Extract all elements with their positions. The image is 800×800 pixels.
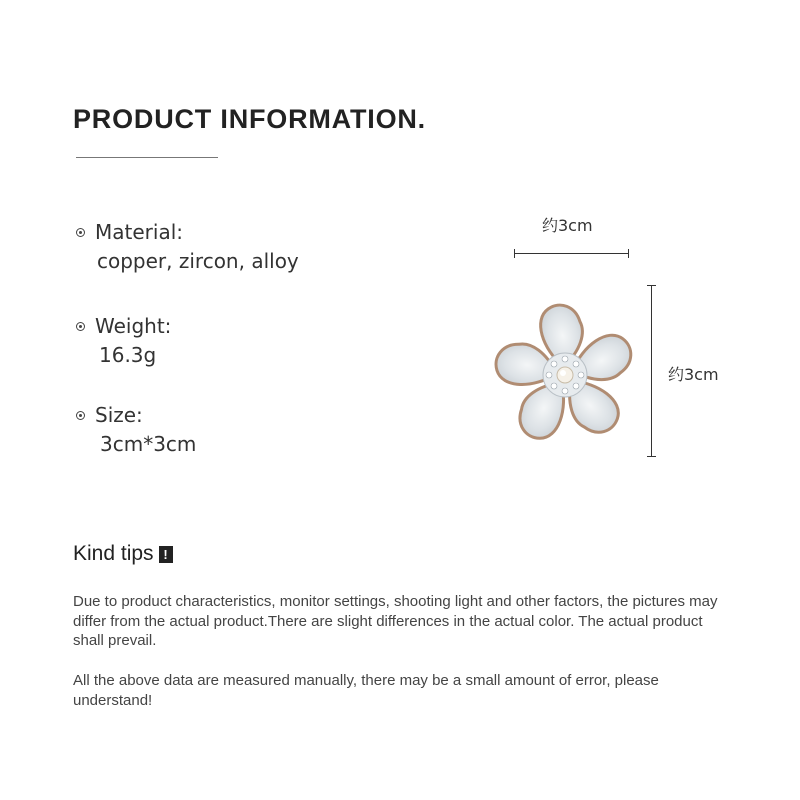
bullet-icon	[76, 411, 85, 420]
bullet-icon	[76, 228, 85, 237]
page-title: PRODUCT INFORMATION.	[73, 104, 426, 134]
spec-weight	[76, 313, 171, 367]
flower-brooch-image	[490, 300, 640, 450]
spec-size	[76, 402, 196, 456]
spec-value: 3cm*3cm	[100, 432, 197, 456]
width-dimension-line	[514, 253, 629, 254]
bullet-icon	[76, 322, 85, 331]
spec-label: Size:	[95, 403, 143, 427]
height-dimension-line	[651, 285, 652, 457]
height-dimension-label: 约3cm	[668, 365, 719, 384]
measurement-note-paragraph: All the above data are measured manually, there may be a small amount of error, please understand!	[73, 672, 659, 709]
spec-value: 16.3g	[99, 343, 157, 367]
kind-tips-title	[73, 542, 173, 566]
spec-label: Weight:	[95, 314, 172, 338]
exclamation-icon: !	[159, 546, 173, 563]
title-underline	[76, 157, 218, 158]
kind-tips-label: Kind tips	[73, 542, 154, 565]
spec-label: Material:	[95, 220, 183, 244]
width-dimension-label: 约3cm	[542, 216, 593, 235]
spec-material	[76, 219, 299, 273]
spec-value: copper, zircon, alloy	[97, 249, 299, 273]
disclaimer-paragraph: Due to product characteristics, monitor settings, shooting light and other factors, the pictures may differ from the actual product.There are slight differences in the actual color. The actual product shall prevail.	[73, 593, 718, 649]
